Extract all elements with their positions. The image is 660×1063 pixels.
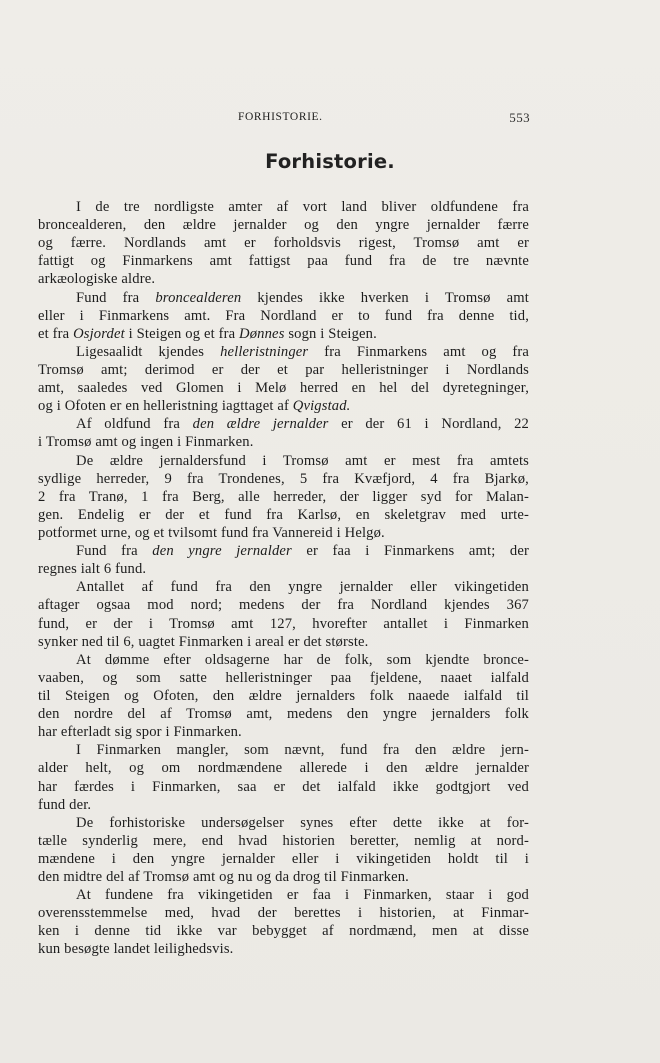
italic-term: broncealderen xyxy=(155,289,242,306)
text-line xyxy=(38,307,529,325)
text-segment: vaaben, og som satte helleristninger paa fjeldene, naaet ialfald xyxy=(38,669,529,686)
text-segment: et fra xyxy=(38,325,74,342)
text-line xyxy=(38,940,529,958)
text-line xyxy=(38,470,529,488)
text-line xyxy=(38,198,529,216)
text-segment: broncealderen, den ældre jernalder og den yngre jernalder færre xyxy=(38,217,529,234)
text-segment: i Steigen og et fra xyxy=(124,325,240,342)
text-segment: kun besøgte landet leilighedsvis. xyxy=(38,941,234,958)
text-segment: fra Finmarkens amt og fra xyxy=(308,343,529,360)
italic-term: den yngre jernalder xyxy=(152,543,292,560)
text-segment: I de tre nordligste amter af vort land bliver oldfundene fra xyxy=(76,199,529,215)
text-line xyxy=(38,397,529,415)
text-line xyxy=(38,343,529,361)
text-line xyxy=(38,796,529,814)
text-segment: Antallet af fund fra den yngre jernalder eller vikingetiden xyxy=(76,579,529,596)
text-segment: gen. Endelig er der et fund fra Karlsø, en skeletgrav med urte- xyxy=(38,506,529,523)
text-segment: fund der. xyxy=(38,796,92,813)
text-segment: til Steigen og Ofoten, den ældre jernalders folk naaede ialfald til xyxy=(38,687,529,704)
italic-term: helleristninger xyxy=(220,343,309,360)
text-segment: De forhistoriske undersøgelser synes efter dette ikke at for- xyxy=(76,814,529,831)
text-segment: sogn i Steigen. xyxy=(284,325,377,342)
text-segment: kjendes ikke hverken i Tromsø amt xyxy=(241,289,529,306)
text-segment: er der 61 i Nordland, 22 xyxy=(328,416,529,433)
text-segment: og færre. Nordlands amt er forholdsvis rigest, Tromsø amt er xyxy=(38,235,529,252)
running-title: FORHISTORIE. xyxy=(238,111,323,123)
text-segment: sydlige herreder, 9 fra Trondenes, 5 fra Kvæfjord, 4 fra Bjarkø, xyxy=(38,470,529,487)
text-line xyxy=(38,216,529,234)
text-line xyxy=(38,524,529,542)
text-line xyxy=(38,669,529,687)
text-segment: regnes ialt 6 fund. xyxy=(38,561,147,578)
text-segment: Tromsø amt; derimod er der et par helleristninger i Nordlands xyxy=(38,361,529,378)
text-line xyxy=(38,886,529,904)
text-line xyxy=(38,433,529,451)
text-line xyxy=(38,361,529,379)
text-segment: synker ned til 6, uagtet Finmarken i areal er det største. xyxy=(38,633,369,650)
text-segment: At fundene fra vikingetiden er faa i Finmarken, staar i god xyxy=(76,887,529,904)
text-line xyxy=(38,832,529,850)
text-segment: potformet urne, og et tvilsomt fund fra Vannereid i Helgø. xyxy=(38,524,385,541)
text-line xyxy=(38,615,529,633)
text-line xyxy=(38,705,529,723)
text-segment: I Finmarken mangler, som nævnt, fund fra den ældre jern- xyxy=(76,742,529,759)
text-line xyxy=(38,252,529,270)
text-segment: tælle synderlig mere, end hvad historien beretter, nemlig at nord- xyxy=(38,832,529,849)
text-line xyxy=(38,234,529,252)
text-segment: i Tromsø amt og ingen i Finmarken. xyxy=(38,434,254,451)
text-line xyxy=(38,270,529,288)
italic-term: Osjordet xyxy=(73,325,125,342)
text-segment: og i Ofoten er en helleristning iagttaget af xyxy=(38,398,293,415)
text-line xyxy=(38,922,529,940)
text-segment: arkæologiske aldre. xyxy=(38,271,156,288)
text-segment: At dømme efter oldsagerne har de folk, som kjendte bronce- xyxy=(76,651,529,668)
text-segment: fattigt og Finmarkens amt fattigst paa fund fra de tre nævnte xyxy=(38,253,529,270)
text-segment: eller i Finmarkens amt. Fra Nordland er to fund fra denne tid, xyxy=(38,307,529,324)
text-segment: Ligesaalidt kjendes xyxy=(76,343,221,360)
text-line xyxy=(38,687,529,705)
italic-term: Qvigstad. xyxy=(292,398,351,415)
text-line xyxy=(38,560,529,578)
running-head xyxy=(238,111,530,127)
text-segment: alder helt, og om nordmændene allerede i den ældre jernalder xyxy=(38,760,529,777)
text-segment: den midtre del af Tromsø amt og nu og da drog til Finmarken. xyxy=(38,869,409,886)
text-segment: Fund fra xyxy=(76,289,156,306)
text-line xyxy=(38,723,529,741)
text-line xyxy=(38,741,529,759)
italic-term: Dønnes xyxy=(239,325,285,342)
text-segment: er faa i Finmarkens amt; der xyxy=(291,543,529,560)
text-line xyxy=(38,542,529,560)
text-line xyxy=(38,488,529,506)
text-segment: har efterladt sig spor i Finmarken. xyxy=(38,724,242,741)
text-segment: har færdes i Finmarken, saa er det ialfald ikke godtgjort ved xyxy=(38,778,529,795)
text-line xyxy=(38,506,529,524)
text-segment: Af oldfund fra xyxy=(76,416,193,433)
text-segment: Fund fra xyxy=(76,543,153,560)
text-line xyxy=(38,415,529,433)
text-segment: De ældre jernaldersfund i Tromsø amt er mest fra amtets xyxy=(76,452,529,469)
text-line xyxy=(38,325,529,343)
text-line xyxy=(38,578,529,596)
text-segment: fund, er der i Tromsø amt 127, hvorefter antallet i Finmarken xyxy=(38,615,529,632)
text-line xyxy=(38,868,529,886)
page-title: Forhistorie. xyxy=(265,150,395,173)
text-line xyxy=(38,289,529,307)
text-segment: 2 fra Tranø, 1 fra Berg, alle herreder, der ligger syd for Malan- xyxy=(38,488,529,505)
text-line xyxy=(38,778,529,796)
body-text xyxy=(38,198,529,959)
text-line xyxy=(38,452,529,470)
text-segment: amt, saaledes ved Glomen i Melø herred en hel del dyretegninger, xyxy=(38,380,529,397)
text-segment: aftager ogsaa mod nord; medens der fra Nordland kjendes 367 xyxy=(38,597,529,614)
text-line xyxy=(38,379,529,397)
text-segment: overensstemmelse med, hvad der berettes i historien, at Finmar- xyxy=(38,905,529,922)
text-line xyxy=(38,633,529,651)
text-line xyxy=(38,759,529,777)
text-line xyxy=(38,814,529,832)
text-line xyxy=(38,651,529,669)
text-line xyxy=(38,904,529,922)
text-segment: ken i denne tid ikke var bebygget af nordmænd, men at disse xyxy=(38,923,529,940)
page-number: 553 xyxy=(509,110,530,125)
text-segment: mændene i den yngre jernalder eller i vikingetiden holdt til i xyxy=(38,850,529,867)
text-line xyxy=(38,596,529,614)
text-line xyxy=(38,850,529,868)
italic-term: den ældre jernalder xyxy=(192,416,329,433)
text-segment: den nordre del af Tromsø amt, medens den yngre jernalders folk xyxy=(38,706,529,723)
